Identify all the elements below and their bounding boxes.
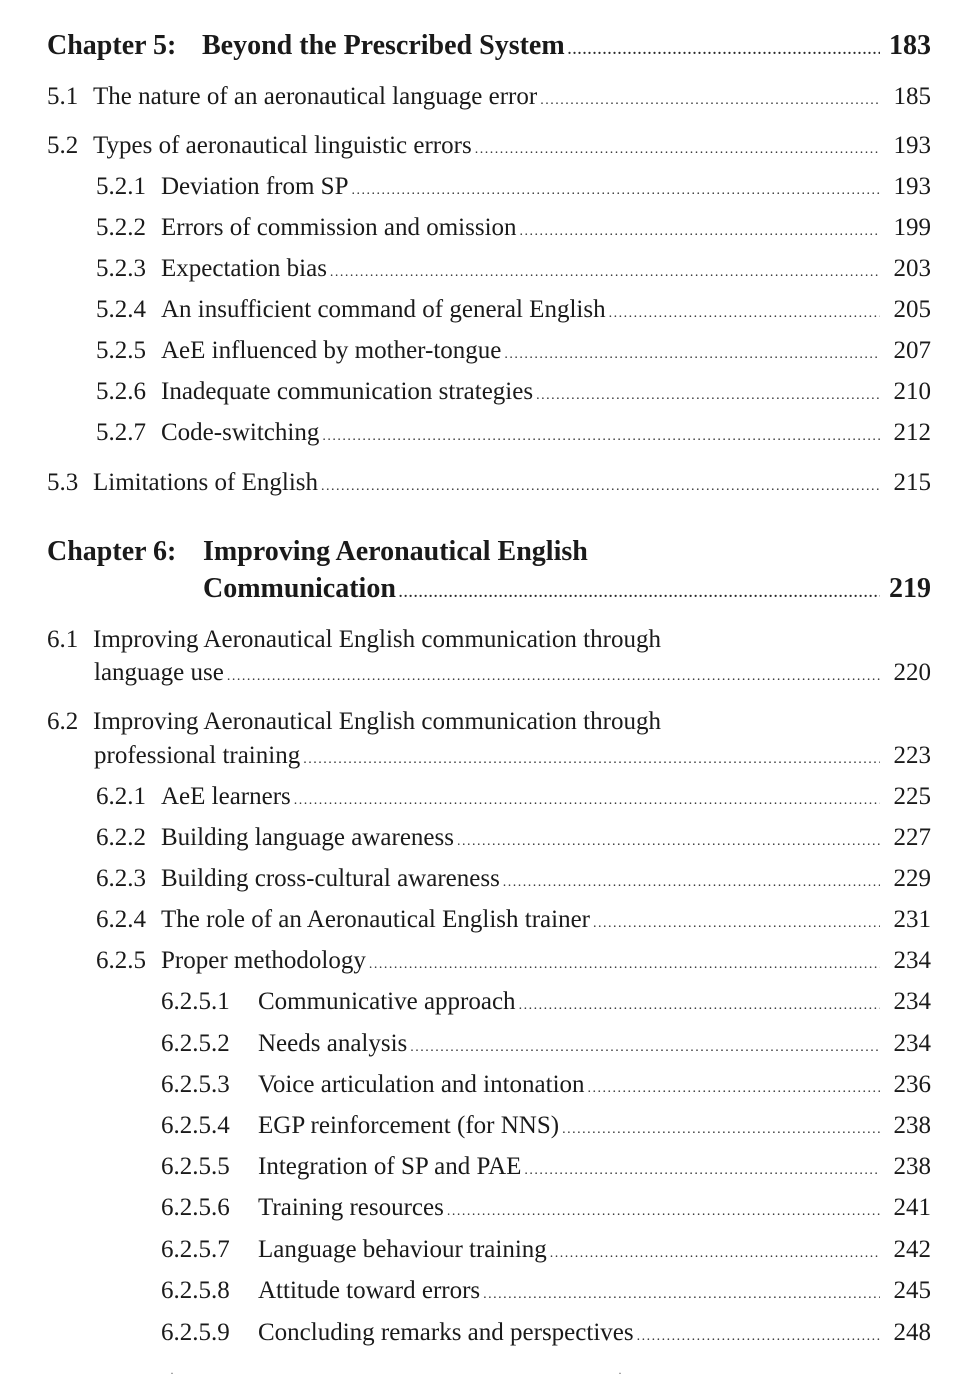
dot-leader xyxy=(483,1280,880,1310)
dot-leader xyxy=(410,1033,880,1063)
page-number: 238 xyxy=(893,1112,931,1139)
page-number: 234 xyxy=(893,1030,931,1057)
subsubsection-number: 6.2.5.5 xyxy=(161,1153,230,1180)
dot-leader xyxy=(568,36,880,66)
dot-leader xyxy=(330,258,880,288)
dot-leader xyxy=(588,1074,880,1104)
subsection-title: The role of an Aeronautical English trainer xyxy=(161,906,591,933)
page-number: 185 xyxy=(893,83,931,110)
toc-subsubsection[interactable] xyxy=(0,1193,980,1227)
dot-leader xyxy=(504,340,880,370)
subsubsection-title: Attitude toward errors xyxy=(258,1277,481,1304)
subsubsection-title: Concluding remarks and perspectives xyxy=(258,1319,634,1346)
chapter-label: Chapter 6: xyxy=(47,536,177,567)
subsection-title: AeE influenced by mother-tongue xyxy=(161,337,502,364)
dot-leader xyxy=(352,176,881,206)
subsubsection-title: EGP reinforcement (for NNS) xyxy=(258,1112,560,1139)
dot-leader xyxy=(520,217,880,247)
page-number: 241 xyxy=(893,1194,931,1221)
section-number: 5.2 xyxy=(47,132,79,159)
page-number: 210 xyxy=(893,378,931,405)
toc-section-6-2[interactable] xyxy=(0,741,980,775)
subsubsection-number: 6.2.5.8 xyxy=(161,1277,230,1304)
toc-subsection[interactable] xyxy=(0,336,980,370)
toc-subsection[interactable] xyxy=(0,864,980,898)
dot-leader xyxy=(227,662,880,692)
dot-leader xyxy=(562,1115,880,1145)
page-number: 242 xyxy=(893,1236,931,1263)
section-title-line-2: language use xyxy=(94,659,224,686)
toc-subsection[interactable] xyxy=(0,823,980,857)
page-number: 238 xyxy=(893,1153,931,1180)
toc-subsection[interactable] xyxy=(0,295,980,329)
subsection-number: 5.2.4 xyxy=(96,296,146,323)
subsection-number: 5.2.7 xyxy=(96,419,146,446)
chapter-title-line-2: Communication xyxy=(203,573,396,604)
subsubsection-number: 6.2.5.7 xyxy=(161,1236,230,1263)
page-number: 199 xyxy=(893,214,931,241)
subsubsection-title: Integration of SP and PAE xyxy=(258,1153,522,1180)
toc-subsubsection[interactable] xyxy=(0,987,980,1021)
subsubsection-number: 6.2.5.2 xyxy=(161,1030,230,1057)
page-number: 248 xyxy=(893,1319,931,1346)
subsubsection-number: 6.2.5.3 xyxy=(161,1071,230,1098)
page-number: 236 xyxy=(893,1071,931,1098)
toc-chapter-5[interactable] xyxy=(0,31,980,66)
toc-subsection[interactable] xyxy=(0,172,980,206)
subsubsection-title: Language behaviour training xyxy=(258,1236,547,1263)
dot-leader xyxy=(399,579,880,609)
toc-section-6-2-line-1[interactable] xyxy=(47,707,661,737)
chapter-title: Beyond the Prescribed System xyxy=(202,30,565,61)
page-number: 219 xyxy=(889,573,931,604)
toc-subsection[interactable] xyxy=(0,418,980,452)
dot-leader xyxy=(303,745,880,775)
section-title: Types of aeronautical linguistic errors xyxy=(93,132,472,159)
subsection-number: 5.2.6 xyxy=(96,378,146,405)
subsection-title: Deviation from SP xyxy=(161,173,349,200)
toc-section-6-1-line-1[interactable] xyxy=(47,625,661,655)
subsection-number: 6.2.4 xyxy=(96,906,146,933)
toc-subsubsection[interactable] xyxy=(0,1152,980,1186)
page-number: 193 xyxy=(893,173,931,200)
toc-subsection[interactable] xyxy=(0,377,980,411)
dot-leader xyxy=(637,1322,880,1352)
section-number: 6.1 xyxy=(47,626,79,653)
subsection-title: An insufficient command of general English xyxy=(161,296,606,323)
page-number: 229 xyxy=(893,865,931,892)
dot-leader xyxy=(609,299,880,329)
subsection-number: 6.2.2 xyxy=(96,824,146,851)
page-number: 212 xyxy=(893,419,931,446)
subsection-number: 5.2.5 xyxy=(96,337,146,364)
toc-subsubsection[interactable] xyxy=(0,1070,980,1104)
dot-leader xyxy=(447,1197,880,1227)
page-number: 207 xyxy=(893,337,931,364)
page-number: 225 xyxy=(893,783,931,810)
section-title: Limitations of English xyxy=(93,469,318,496)
chapter-title-line-1: Improving Aeronautical English xyxy=(203,536,588,567)
subsection-title: Inadequate communication strategies xyxy=(161,378,534,405)
dot-leader xyxy=(593,909,880,939)
subsubsection-number: 6.2.5.4 xyxy=(161,1112,230,1139)
page-number: 193 xyxy=(893,132,931,159)
page-number: 234 xyxy=(893,947,931,974)
scan-speck: · xyxy=(618,1366,622,1380)
section-number: 5.1 xyxy=(47,83,79,110)
page-number: 205 xyxy=(893,296,931,323)
toc-subsubsection[interactable] xyxy=(0,1318,980,1352)
page-number: 220 xyxy=(893,659,931,686)
subsection-title: Errors of commission and omission xyxy=(161,214,517,241)
subsection-title: Proper methodology xyxy=(161,947,366,974)
toc-subsubsection[interactable] xyxy=(0,1276,980,1310)
subsection-title: AeE learners xyxy=(161,783,291,810)
toc-section-5-2[interactable] xyxy=(0,131,980,165)
subsubsection-title: Communicative approach xyxy=(258,988,516,1015)
dot-leader xyxy=(503,868,880,898)
subsection-number: 6.2.3 xyxy=(96,865,146,892)
toc-subsection[interactable] xyxy=(0,782,980,816)
toc-section-5-3[interactable] xyxy=(0,468,980,502)
subsection-title: Expectation bias xyxy=(161,255,327,282)
toc-section-6-1[interactable] xyxy=(0,658,980,692)
subsubsection-title: Needs analysis xyxy=(258,1030,408,1057)
dot-leader xyxy=(540,86,880,116)
subsection-number: 5.2.1 xyxy=(96,173,146,200)
subsection-number: 5.2.2 xyxy=(96,214,146,241)
subsection-title: Building cross-cultural awareness xyxy=(161,865,500,892)
toc-chapter-6-heading[interactable] xyxy=(47,536,588,568)
toc-chapter-6[interactable] xyxy=(0,574,980,609)
dot-leader xyxy=(519,991,880,1021)
subsubsection-number: 6.2.5.6 xyxy=(161,1194,230,1221)
dot-leader xyxy=(457,827,880,857)
toc-subsubsection[interactable] xyxy=(0,1111,980,1145)
page-number: 234 xyxy=(893,988,931,1015)
dot-leader xyxy=(322,422,880,452)
subsection-number: 6.2.5 xyxy=(96,947,146,974)
toc-subsection[interactable] xyxy=(0,946,980,980)
page-number: 227 xyxy=(893,824,931,851)
page-number: 223 xyxy=(893,742,931,769)
dot-leader xyxy=(550,1239,880,1269)
dot-leader xyxy=(321,472,880,502)
subsubsection-title: Training resources xyxy=(258,1194,444,1221)
toc-subsection[interactable] xyxy=(0,213,980,247)
page-number: 245 xyxy=(893,1277,931,1304)
subsection-title: Code-switching xyxy=(161,419,320,446)
section-title-line-1: Improving Aeronautical English communication through xyxy=(93,708,661,735)
page-number: 183 xyxy=(889,30,931,61)
dot-leader xyxy=(369,950,880,980)
dot-leader xyxy=(294,786,880,816)
section-number: 5.3 xyxy=(47,469,79,496)
subsection-title: Building language awareness xyxy=(161,824,454,851)
page-number: 215 xyxy=(893,469,931,496)
dot-leader xyxy=(475,135,880,165)
section-number: 6.2 xyxy=(47,708,79,735)
page-number: 203 xyxy=(893,255,931,282)
section-title-line-2: professional training xyxy=(94,742,301,769)
toc-subsubsection[interactable] xyxy=(0,1029,980,1063)
subsection-number: 5.2.3 xyxy=(96,255,146,282)
toc-section-5-1[interactable] xyxy=(0,82,980,116)
subsubsection-title: Voice articulation and intonation xyxy=(258,1071,585,1098)
dot-leader xyxy=(536,381,880,411)
chapter-label: Chapter 5: xyxy=(47,30,177,61)
subsection-number: 6.2.1 xyxy=(96,783,146,810)
section-title: The nature of an aeronautical language error xyxy=(93,83,538,110)
subsubsection-number: 6.2.5.1 xyxy=(161,988,230,1015)
toc-subsubsection[interactable] xyxy=(0,1235,980,1269)
subsubsection-number: 6.2.5.9 xyxy=(161,1319,230,1346)
dot-leader xyxy=(524,1156,880,1186)
scan-speck: · xyxy=(170,1366,174,1380)
section-title-line-1: Improving Aeronautical English communication through xyxy=(93,626,661,653)
toc-subsection[interactable] xyxy=(0,254,980,288)
page-number: 231 xyxy=(893,906,931,933)
toc-subsection[interactable] xyxy=(0,905,980,939)
